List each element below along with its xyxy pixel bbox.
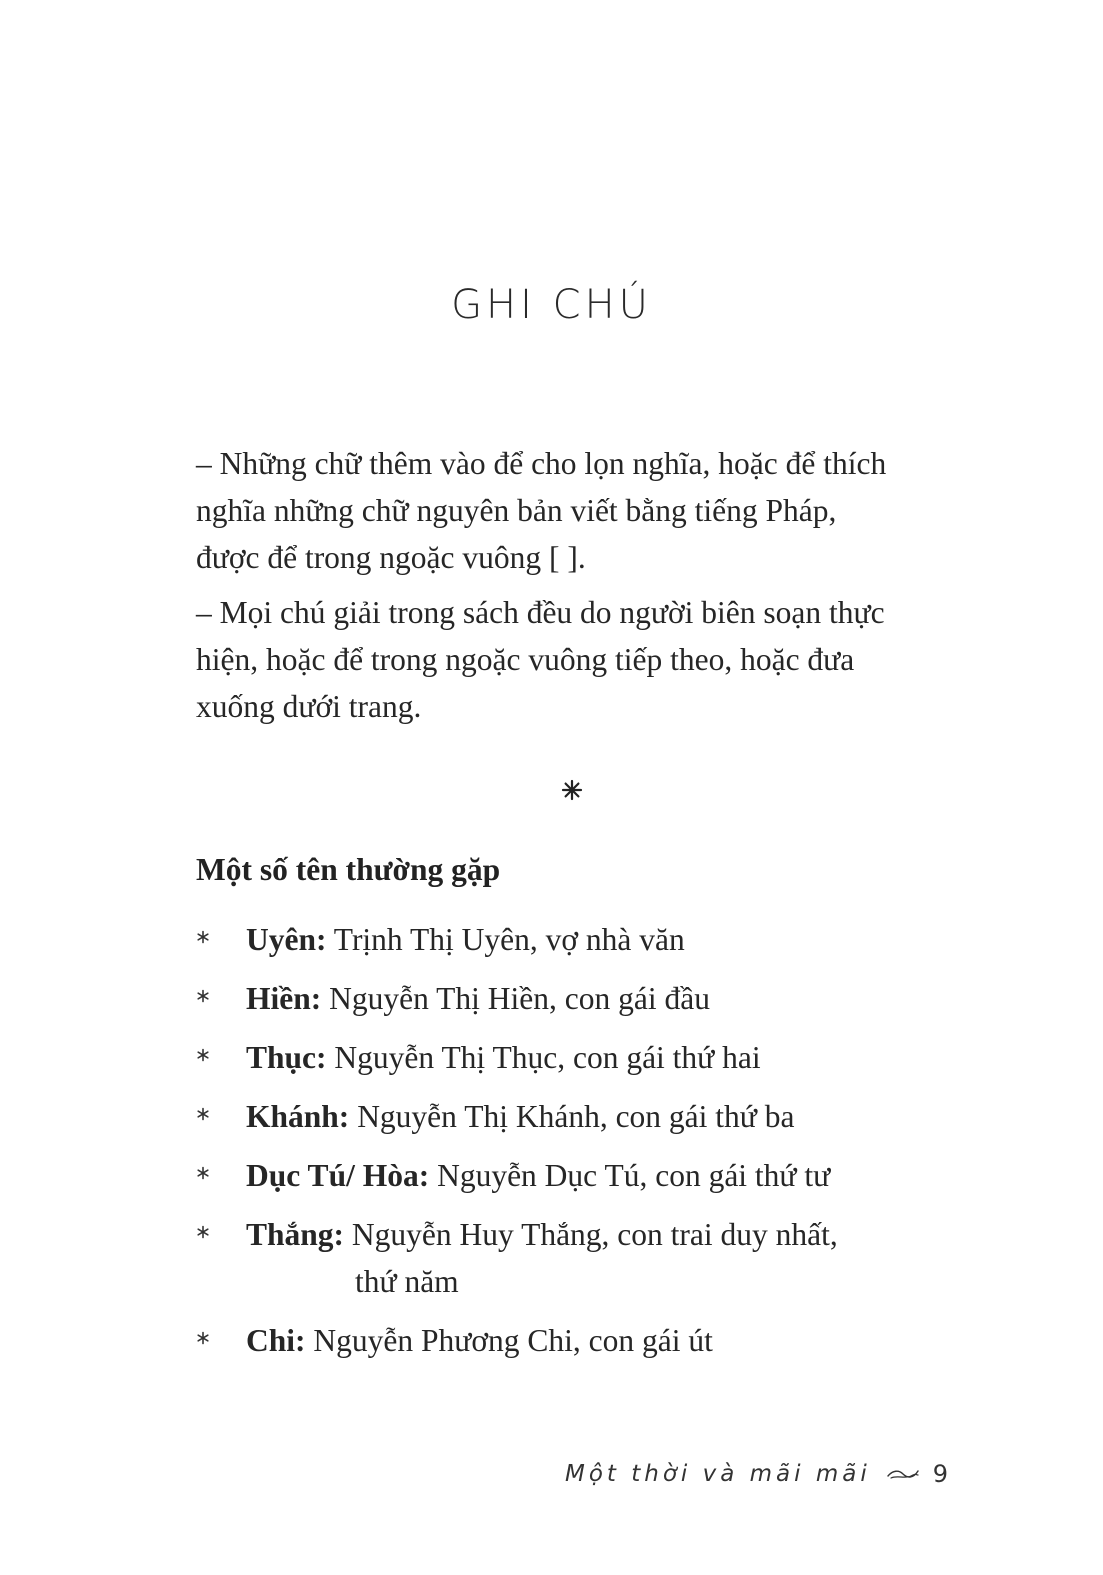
name-description: Nguyễn Phương Chi, con gái út bbox=[305, 1323, 713, 1358]
name-term: Chi: bbox=[246, 1323, 306, 1358]
name-description: Trịnh Thị Uyên, vợ nhà văn bbox=[326, 922, 685, 957]
name-term: Uyên: bbox=[246, 922, 327, 957]
asterisk-bullet-icon bbox=[196, 1331, 210, 1345]
asterisk-bullet-icon bbox=[196, 989, 210, 1003]
name-term: Khánh: bbox=[246, 1099, 350, 1134]
name-description: Nguyễn Dục Tú, con gái thứ tư bbox=[429, 1158, 831, 1193]
flourish-ornament-icon bbox=[887, 1467, 919, 1481]
list-item bbox=[196, 1093, 916, 1140]
name-description-continuation: thứ năm bbox=[355, 1264, 459, 1299]
page-number: 9 bbox=[932, 1460, 948, 1488]
list-item bbox=[196, 916, 916, 963]
note-paragraph: – Mọi chú giải trong sách đều do người biên soạn thực hiện, hoặc để trong ngoặc vuông tiếp theo, hoặc đưa xuống dưới trang. bbox=[196, 595, 885, 724]
asterisk-bullet-icon bbox=[196, 1107, 210, 1121]
name-term: Thắng: bbox=[246, 1217, 345, 1252]
asterisk-bullet-icon bbox=[196, 1225, 210, 1239]
name-term: Dục Tú/ Hòa: bbox=[246, 1158, 430, 1193]
page-title: GHI CHÚ bbox=[451, 282, 652, 328]
asterisk-bullet-icon bbox=[196, 1048, 210, 1062]
names-list bbox=[196, 916, 916, 1376]
name-description: Nguyễn Huy Thắng, con trai duy nhất, bbox=[344, 1217, 838, 1252]
name-description: Nguyễn Thị Thục, con gái thứ hai bbox=[326, 1040, 761, 1075]
name-description: Nguyễn Thị Khánh, con gái thứ ba bbox=[349, 1099, 795, 1134]
asterisk-bullet-icon bbox=[196, 930, 210, 944]
name-term: Thục: bbox=[246, 1040, 327, 1075]
name-description: Nguyễn Thị Hiền, con gái đầu bbox=[321, 981, 710, 1016]
list-item bbox=[196, 1211, 916, 1305]
list-item bbox=[196, 1034, 916, 1081]
name-term: Hiền: bbox=[246, 981, 322, 1016]
section-heading: Một số tên thường gặp bbox=[196, 852, 501, 887]
asterisk-bullet-icon bbox=[196, 1166, 210, 1180]
page-footer bbox=[565, 1460, 948, 1488]
item-body bbox=[246, 1211, 916, 1258]
note-paragraph: – Những chữ thêm vào để cho lọn nghĩa, hoặc để thích nghĩa những chữ nguyên bản viết bằng tiếng Pháp, được để trong ngoặc vuông [ ]. bbox=[196, 446, 887, 575]
running-book-title: Một thời và mãi mãi bbox=[564, 1461, 871, 1487]
asterisk-star-icon bbox=[560, 778, 584, 802]
notes-block bbox=[196, 440, 906, 738]
list-item bbox=[196, 1152, 916, 1199]
list-item bbox=[196, 975, 916, 1022]
list-item bbox=[196, 1317, 916, 1364]
